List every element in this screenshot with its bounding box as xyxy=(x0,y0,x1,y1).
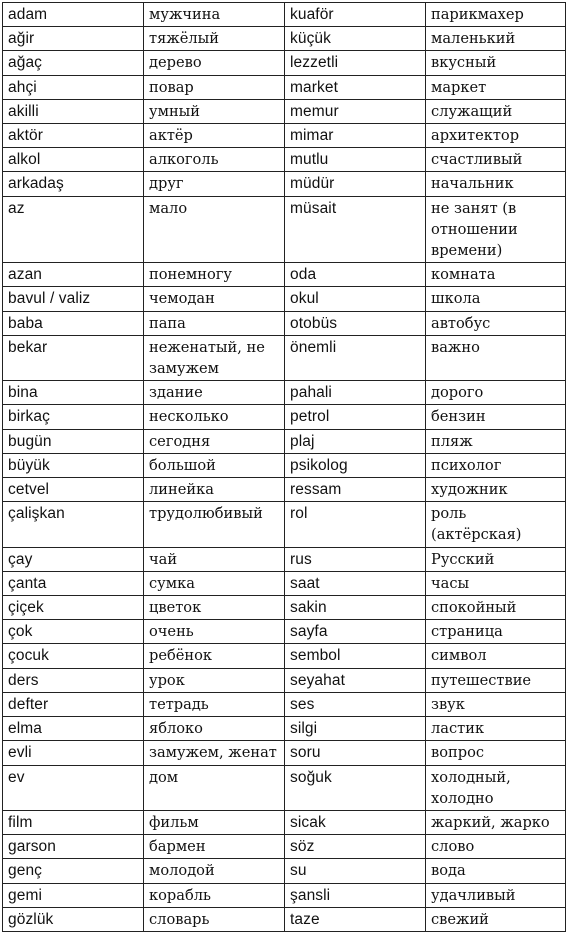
russian-translation-cell: здание xyxy=(144,381,285,405)
turkish-word-cell: baba xyxy=(3,311,144,335)
turkish-word-cell: ahçi xyxy=(3,75,144,99)
turkish-word-cell: kuaför xyxy=(285,3,426,27)
turkish-word-cell: çiçek xyxy=(3,596,144,620)
table-row xyxy=(3,75,566,99)
table-row xyxy=(3,717,566,741)
russian-translation-cell: чай xyxy=(144,547,285,571)
turkish-word-cell: ev xyxy=(3,765,144,810)
table-row xyxy=(3,124,566,148)
turkish-word-cell: azan xyxy=(3,263,144,287)
russian-translation-cell: сумка xyxy=(144,571,285,595)
russian-translation-cell: роль (актёрская) xyxy=(426,502,566,547)
russian-translation-cell: замужем, женат xyxy=(144,741,285,765)
russian-translation-cell: не занят (в отношении времени) xyxy=(426,196,566,263)
turkish-word-cell: bavul / valiz xyxy=(3,287,144,311)
turkish-word-cell: sicak xyxy=(285,810,426,834)
table-row xyxy=(3,263,566,287)
turkish-word-cell: aktör xyxy=(3,124,144,148)
russian-translation-cell: сегодня xyxy=(144,429,285,453)
turkish-word-cell: çalişkan xyxy=(3,502,144,547)
turkish-word-cell: akilli xyxy=(3,99,144,123)
russian-translation-cell: друг xyxy=(144,172,285,196)
russian-translation-cell: маркет xyxy=(426,75,566,99)
russian-translation-cell: дом xyxy=(144,765,285,810)
turkish-word-cell: çay xyxy=(3,547,144,571)
turkish-word-cell: soru xyxy=(285,741,426,765)
turkish-word-cell: cetvel xyxy=(3,478,144,502)
turkish-word-cell: çanta xyxy=(3,571,144,595)
russian-translation-cell: страница xyxy=(426,620,566,644)
turkish-word-cell: ağir xyxy=(3,27,144,51)
russian-translation-cell: вопрос xyxy=(426,741,566,765)
russian-translation-cell: школа xyxy=(426,287,566,311)
table-row xyxy=(3,883,566,907)
turkish-word-cell: ressam xyxy=(285,478,426,502)
table-row xyxy=(3,741,566,765)
turkish-word-cell: psikolog xyxy=(285,453,426,477)
turkish-word-cell: çocuk xyxy=(3,644,144,668)
table-row xyxy=(3,148,566,172)
turkish-word-cell: alkol xyxy=(3,148,144,172)
table-row xyxy=(3,335,566,380)
turkish-word-cell: adam xyxy=(3,3,144,27)
table-row xyxy=(3,571,566,595)
turkish-word-cell: gemi xyxy=(3,883,144,907)
turkish-word-cell: arkadaş xyxy=(3,172,144,196)
table-row xyxy=(3,381,566,405)
russian-translation-cell: путешествие xyxy=(426,668,566,692)
russian-translation-cell: папа xyxy=(144,311,285,335)
turkish-word-cell: genç xyxy=(3,859,144,883)
table-row xyxy=(3,405,566,429)
turkish-word-cell: petrol xyxy=(285,405,426,429)
turkish-word-cell: az xyxy=(3,196,144,263)
russian-translation-cell: чемодан xyxy=(144,287,285,311)
russian-translation-cell: психолог xyxy=(426,453,566,477)
table-row xyxy=(3,27,566,51)
turkish-word-cell: bugün xyxy=(3,429,144,453)
table-row xyxy=(3,429,566,453)
turkish-word-cell: sakin xyxy=(285,596,426,620)
russian-translation-cell: цветок xyxy=(144,596,285,620)
turkish-word-cell: su xyxy=(285,859,426,883)
russian-translation-cell: слово xyxy=(426,835,566,859)
russian-translation-cell: дорого xyxy=(426,381,566,405)
russian-translation-cell: ластик xyxy=(426,717,566,741)
table-row xyxy=(3,3,566,27)
turkish-word-cell: evli xyxy=(3,741,144,765)
turkish-word-cell: müdür xyxy=(285,172,426,196)
table-row xyxy=(3,692,566,716)
russian-translation-cell: фильм xyxy=(144,810,285,834)
table-row xyxy=(3,644,566,668)
russian-translation-cell: мало xyxy=(144,196,285,263)
russian-translation-cell: урок xyxy=(144,668,285,692)
russian-translation-cell: звук xyxy=(426,692,566,716)
turkish-word-cell: söz xyxy=(285,835,426,859)
table-row xyxy=(3,859,566,883)
russian-translation-cell: архитектор xyxy=(426,124,566,148)
turkish-word-cell: sayfa xyxy=(285,620,426,644)
turkish-word-cell: çok xyxy=(3,620,144,644)
russian-translation-cell: корабль xyxy=(144,883,285,907)
turkish-word-cell: birkaç xyxy=(3,405,144,429)
russian-translation-cell: большой xyxy=(144,453,285,477)
russian-translation-cell: комната xyxy=(426,263,566,287)
russian-translation-cell: очень xyxy=(144,620,285,644)
turkish-word-cell: elma xyxy=(3,717,144,741)
table-row xyxy=(3,99,566,123)
table-row xyxy=(3,547,566,571)
turkish-word-cell: gözlük xyxy=(3,907,144,931)
turkish-word-cell: bina xyxy=(3,381,144,405)
turkish-word-cell: film xyxy=(3,810,144,834)
russian-translation-cell: бармен xyxy=(144,835,285,859)
turkish-word-cell: rus xyxy=(285,547,426,571)
vocabulary-table-body xyxy=(3,3,566,932)
turkish-word-cell: lezzetli xyxy=(285,51,426,75)
turkish-word-cell: mimar xyxy=(285,124,426,148)
russian-translation-cell: пляж xyxy=(426,429,566,453)
turkish-word-cell: silgi xyxy=(285,717,426,741)
russian-translation-cell: маленький xyxy=(426,27,566,51)
turkish-word-cell: ağaç xyxy=(3,51,144,75)
turkish-word-cell: okul xyxy=(285,287,426,311)
russian-translation-cell: тяжёлый xyxy=(144,27,285,51)
turkish-word-cell: mutlu xyxy=(285,148,426,172)
table-row xyxy=(3,287,566,311)
table-row xyxy=(3,502,566,547)
turkish-word-cell: otobüs xyxy=(285,311,426,335)
russian-translation-cell: алкоголь xyxy=(144,148,285,172)
turkish-word-cell: garson xyxy=(3,835,144,859)
russian-translation-cell: важно xyxy=(426,335,566,380)
turkish-word-cell: plaj xyxy=(285,429,426,453)
turkish-word-cell: defter xyxy=(3,692,144,716)
russian-translation-cell: Русский xyxy=(426,547,566,571)
turkish-word-cell: ses xyxy=(285,692,426,716)
russian-translation-cell: повар xyxy=(144,75,285,99)
turkish-word-cell: seyahat xyxy=(285,668,426,692)
table-row xyxy=(3,810,566,834)
turkish-word-cell: oda xyxy=(285,263,426,287)
table-row xyxy=(3,478,566,502)
table-row xyxy=(3,907,566,931)
russian-translation-cell: начальник xyxy=(426,172,566,196)
table-row xyxy=(3,765,566,810)
russian-translation-cell: счастливый xyxy=(426,148,566,172)
table-row xyxy=(3,620,566,644)
russian-translation-cell: ребёнок xyxy=(144,644,285,668)
russian-translation-cell: служащий xyxy=(426,99,566,123)
table-row xyxy=(3,311,566,335)
turkish-word-cell: saat xyxy=(285,571,426,595)
turkish-word-cell: taze xyxy=(285,907,426,931)
russian-translation-cell: свежий xyxy=(426,907,566,931)
table-row xyxy=(3,668,566,692)
turkish-word-cell: bekar xyxy=(3,335,144,380)
table-row xyxy=(3,51,566,75)
russian-translation-cell: понемногу xyxy=(144,263,285,287)
russian-translation-cell: символ xyxy=(426,644,566,668)
russian-translation-cell: несколько xyxy=(144,405,285,429)
table-row xyxy=(3,596,566,620)
russian-translation-cell: неженатый, не замужем xyxy=(144,335,285,380)
turkish-word-cell: müsait xyxy=(285,196,426,263)
russian-translation-cell: автобус xyxy=(426,311,566,335)
russian-translation-cell: часы xyxy=(426,571,566,595)
turkish-word-cell: pahali xyxy=(285,381,426,405)
russian-translation-cell: яблоко xyxy=(144,717,285,741)
russian-translation-cell: холодный, холодно xyxy=(426,765,566,810)
russian-translation-cell: трудолюбивый xyxy=(144,502,285,547)
turkish-word-cell: market xyxy=(285,75,426,99)
table-row xyxy=(3,196,566,263)
russian-translation-cell: удачливый xyxy=(426,883,566,907)
turkish-word-cell: soğuk xyxy=(285,765,426,810)
russian-translation-cell: парикмахер xyxy=(426,3,566,27)
turkish-word-cell: ders xyxy=(3,668,144,692)
russian-translation-cell: вода xyxy=(426,859,566,883)
russian-translation-cell: умный xyxy=(144,99,285,123)
russian-translation-cell: жаркий, жарко xyxy=(426,810,566,834)
turkish-word-cell: büyük xyxy=(3,453,144,477)
russian-translation-cell: тетрадь xyxy=(144,692,285,716)
turkish-word-cell: rol xyxy=(285,502,426,547)
turkish-word-cell: küçük xyxy=(285,27,426,51)
table-row xyxy=(3,453,566,477)
table-row xyxy=(3,172,566,196)
turkish-word-cell: şansli xyxy=(285,883,426,907)
russian-translation-cell: актёр xyxy=(144,124,285,148)
russian-translation-cell: дерево xyxy=(144,51,285,75)
russian-translation-cell: художник xyxy=(426,478,566,502)
russian-translation-cell: линейка xyxy=(144,478,285,502)
russian-translation-cell: вкусный xyxy=(426,51,566,75)
russian-translation-cell: бензин xyxy=(426,405,566,429)
turkish-word-cell: memur xyxy=(285,99,426,123)
russian-translation-cell: мужчина xyxy=(144,3,285,27)
turkish-word-cell: sembol xyxy=(285,644,426,668)
russian-translation-cell: словарь xyxy=(144,907,285,931)
russian-translation-cell: спокойный xyxy=(426,596,566,620)
turkish-word-cell: önemli xyxy=(285,335,426,380)
russian-translation-cell: молодой xyxy=(144,859,285,883)
vocabulary-table xyxy=(2,2,566,932)
